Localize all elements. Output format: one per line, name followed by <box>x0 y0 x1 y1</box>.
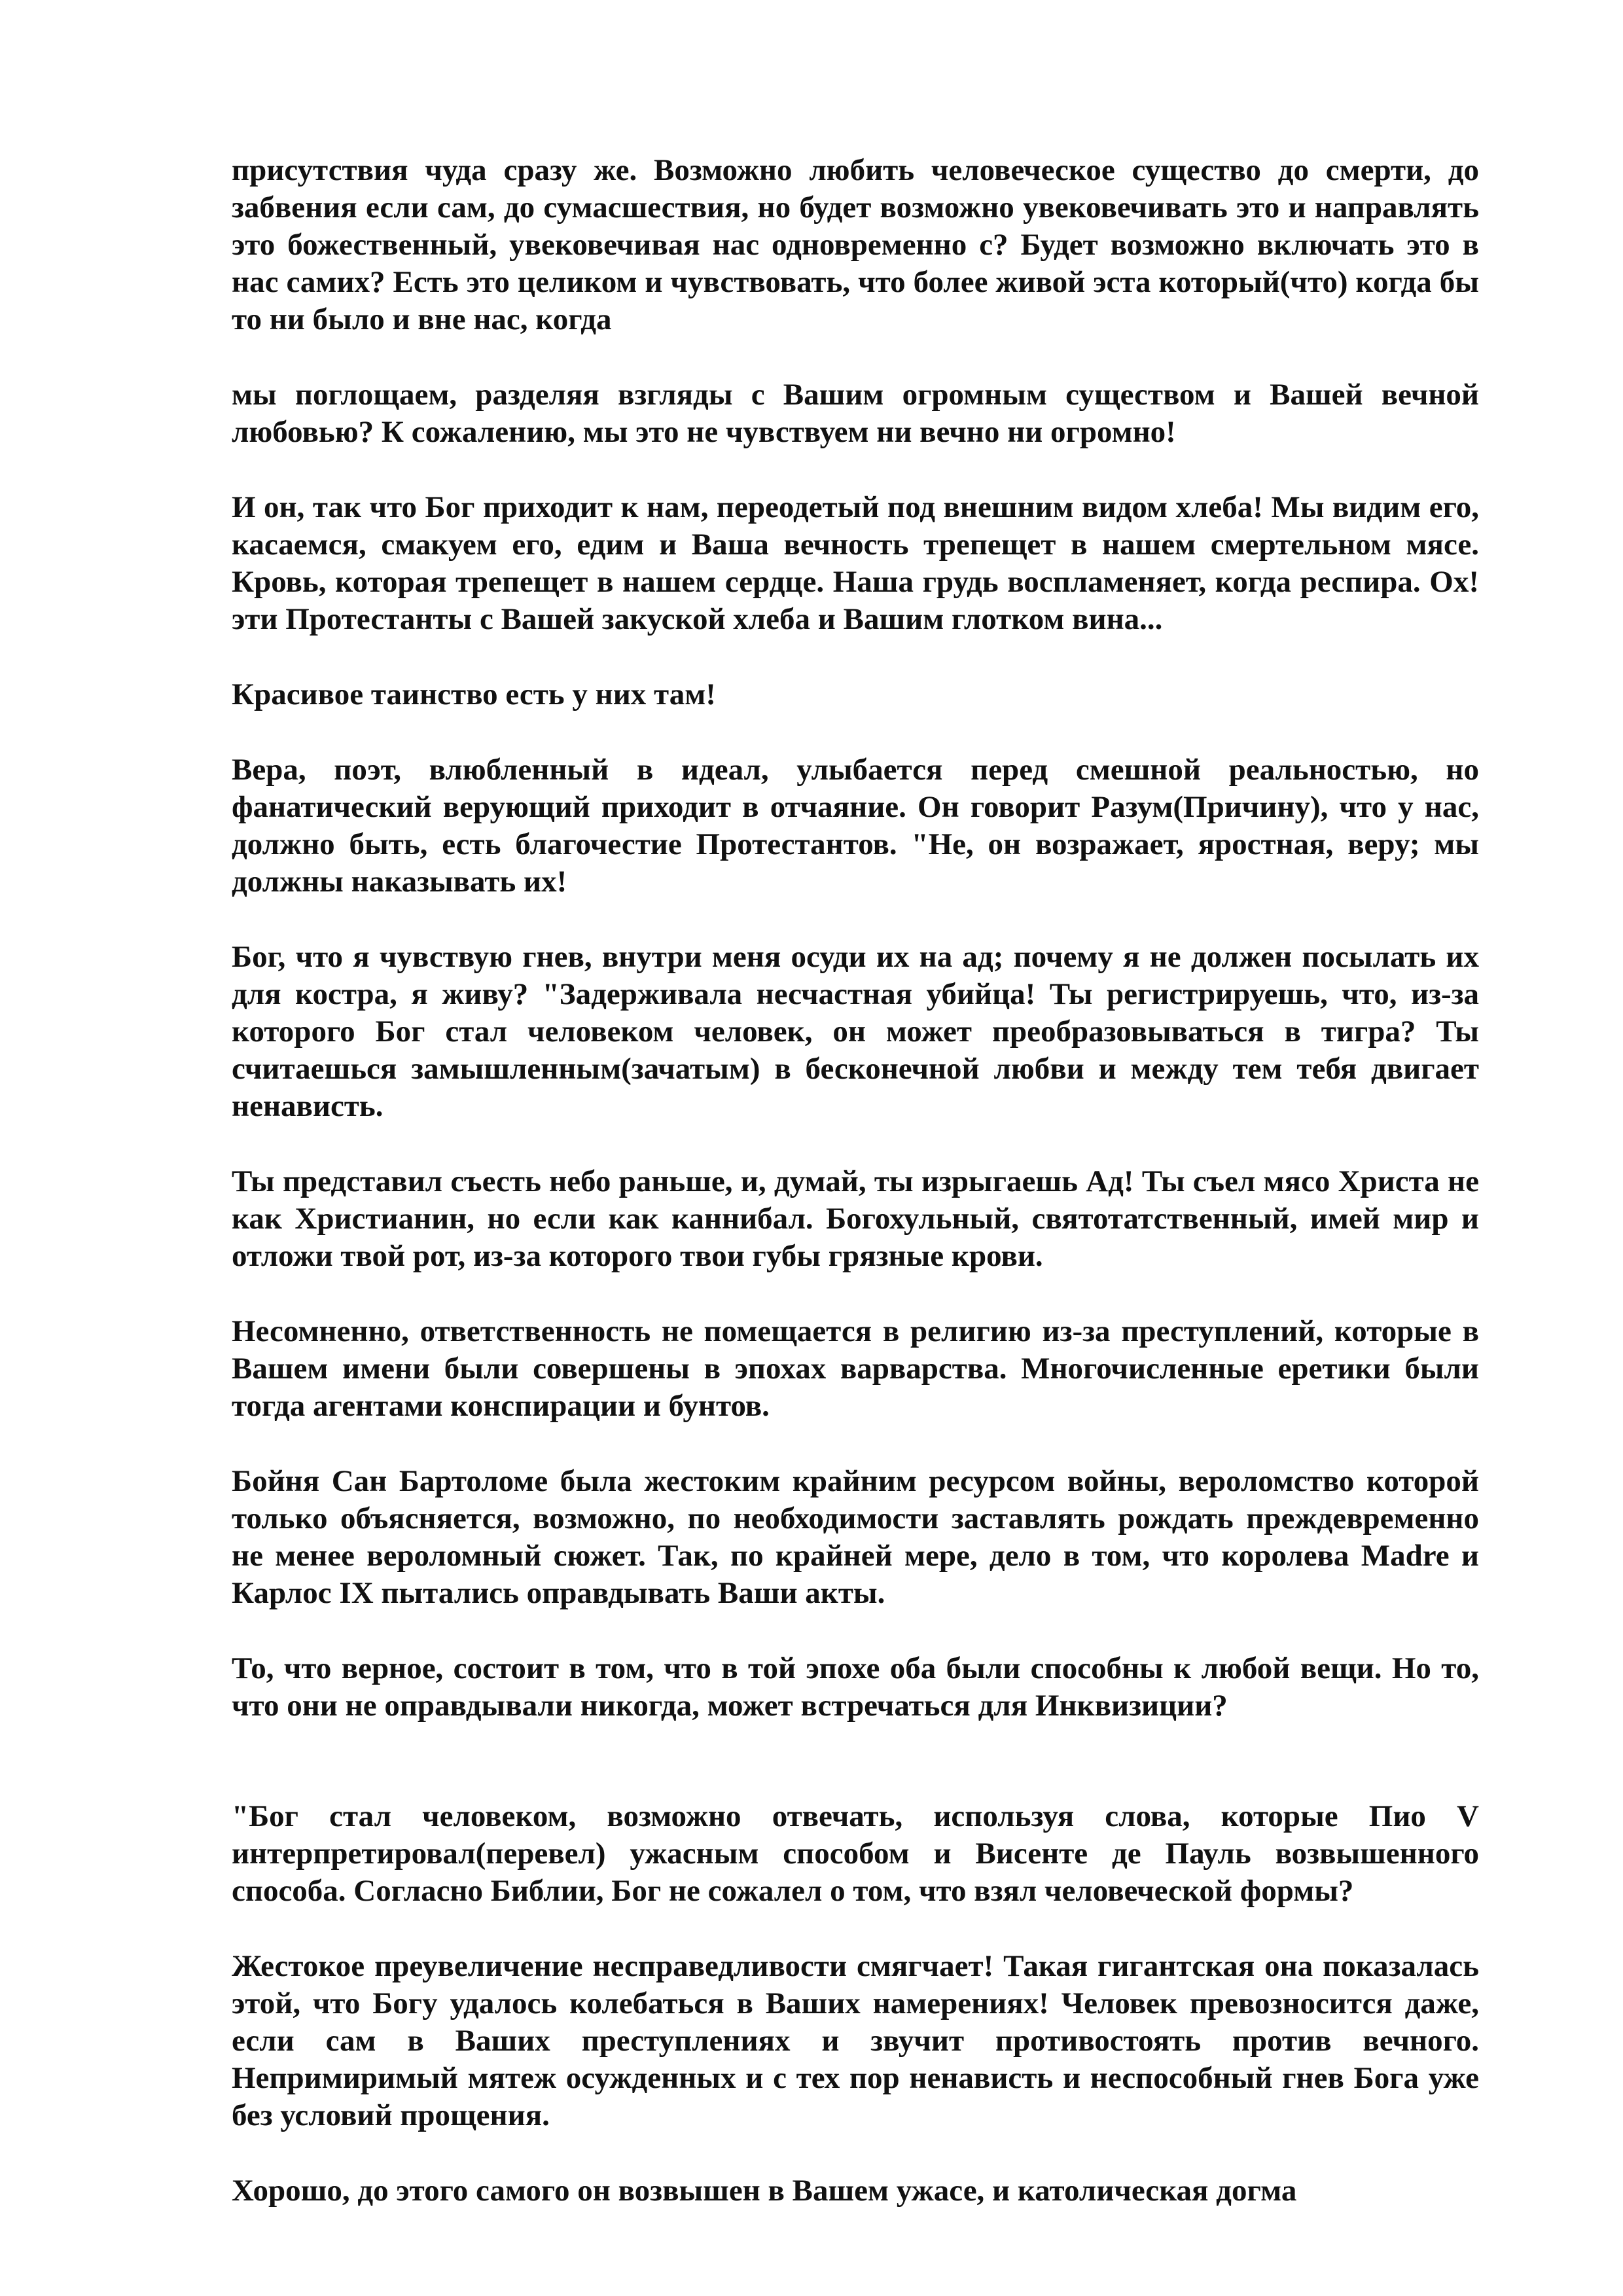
paragraph-9: Бойня Сан Бартоломе была жестоким крайним ресурсом войны, вероломство которой только объясняется, возможно, по необходимости заставлять рождать преждевременно не менее вероломный сюжет. Так, по крайней мере, дело в том, что королева Madre и Карлос IX пытались оправдывать Ваши акты. <box>232 1464 1479 1610</box>
paragraph-6: Бог, что я чувствую гнев, внутри меня осуди их на ад; почему я не должен посылать их для костра, я живу? "Задерживала несчастная убийца! Ты регистрируешь, что, из-за которого Бог стал человеком человек, он может преобразовываться в тигра? Ты считаешься замышленным(зачатым) в бесконечной любви и между тем тебя двигает ненависть. <box>232 940 1479 1123</box>
paragraph-2: мы поглощаем, разделяя взгляды с Вашим огромным существом и Вашей вечной любовью? К сожалению, мы это не чувствуем ни вечно ни огромно! <box>232 378 1479 449</box>
paragraph-12: Жестокое преувеличение несправедливости смягчает! Такая гигантская она показалась этой, что Богу удалось колебаться в Ваших намерениях! Человек превозносится даже, если сам в Ваших преступлениях и звучит противостоять против вечного. Непримиримый мятеж осужденных и с тех пор ненависть и неспособный гнев Бога уже без условий прощения. <box>232 1949 1479 2132</box>
paragraph-11: "Бог стал человеком, возможно отвечать, используя слова, которые Пио V интерпретировал(перевел) ужасным способом и Висенте де Пауль возвышенного способа. Согласно Библии, Бог не сожалел о том, что взял человеческой формы? <box>232 1799 1479 1908</box>
paragraph-1: присутствия чуда сразу же. Возможно любить человеческое существо до смерти, до забвения если сам, до сумасшествия, но будет возможно увековечивать это и направлять это божественный, увековечивая нас одновременно с? Будет возможно включать это в нас самих? Есть это целиком и чувствовать, что более живой эста который(что) когда бы то ни было и вне нас, когда <box>232 153 1479 336</box>
paragraph-13: Хорошо, до этого самого он возвышен в Вашем ужасе, и католическая догма <box>232 2174 1297 2208</box>
paragraph-8: Несомненно, ответственность не помещается в религию из-за преступлений, которые в Вашем имени были совершены в эпохах варварства. Многочисленные еретики были тогда агентами конспирации и бунтов. <box>232 1314 1479 1423</box>
paragraph-7: Ты представил съесть небо раньше, и, думай, ты изрыгаешь Ад! Ты съел мясо Христа не как Христианин, но если как каннибал. Богохульный, святотатственный, имей мир и отложи твой рот, из-за которого твои губы грязные крови. <box>232 1164 1479 1273</box>
paragraph-10: То, что верное, состоит в том, что в той эпохе оба были способны к любой вещи. Но то, что они не оправдывали никогда, может встречаться для Инквизиции? <box>232 1651 1479 1723</box>
paragraph-3: И он, так что Бог приходит к нам, переодетый под внешним видом хлеба! Мы видим его, касаемся, смакуем его, едим и Ваша вечность трепещет в нашем смертельном мясе. Кровь, которая трепещет в нашем сердце. Наша грудь воспламеняет, когда респира. Ох! эти Протестанты с Вашей закуской хлеба и Вашим глотком вина... <box>232 490 1479 636</box>
paragraph-4: Красивое таинство есть у них там! <box>232 677 716 711</box>
paragraph-5: Вера, поэт, влюбленный в идеал, улыбается перед смешной реальностью, но фанатический верующий приходит в отчаяние. Он говорит Разум(Причину), что у нас, должно быть, есть благочестие Протестантов. "Не, он возражает, яростная, веру; мы должны наказывать их! <box>232 753 1479 899</box>
document-page <box>232 152 1479 2210</box>
